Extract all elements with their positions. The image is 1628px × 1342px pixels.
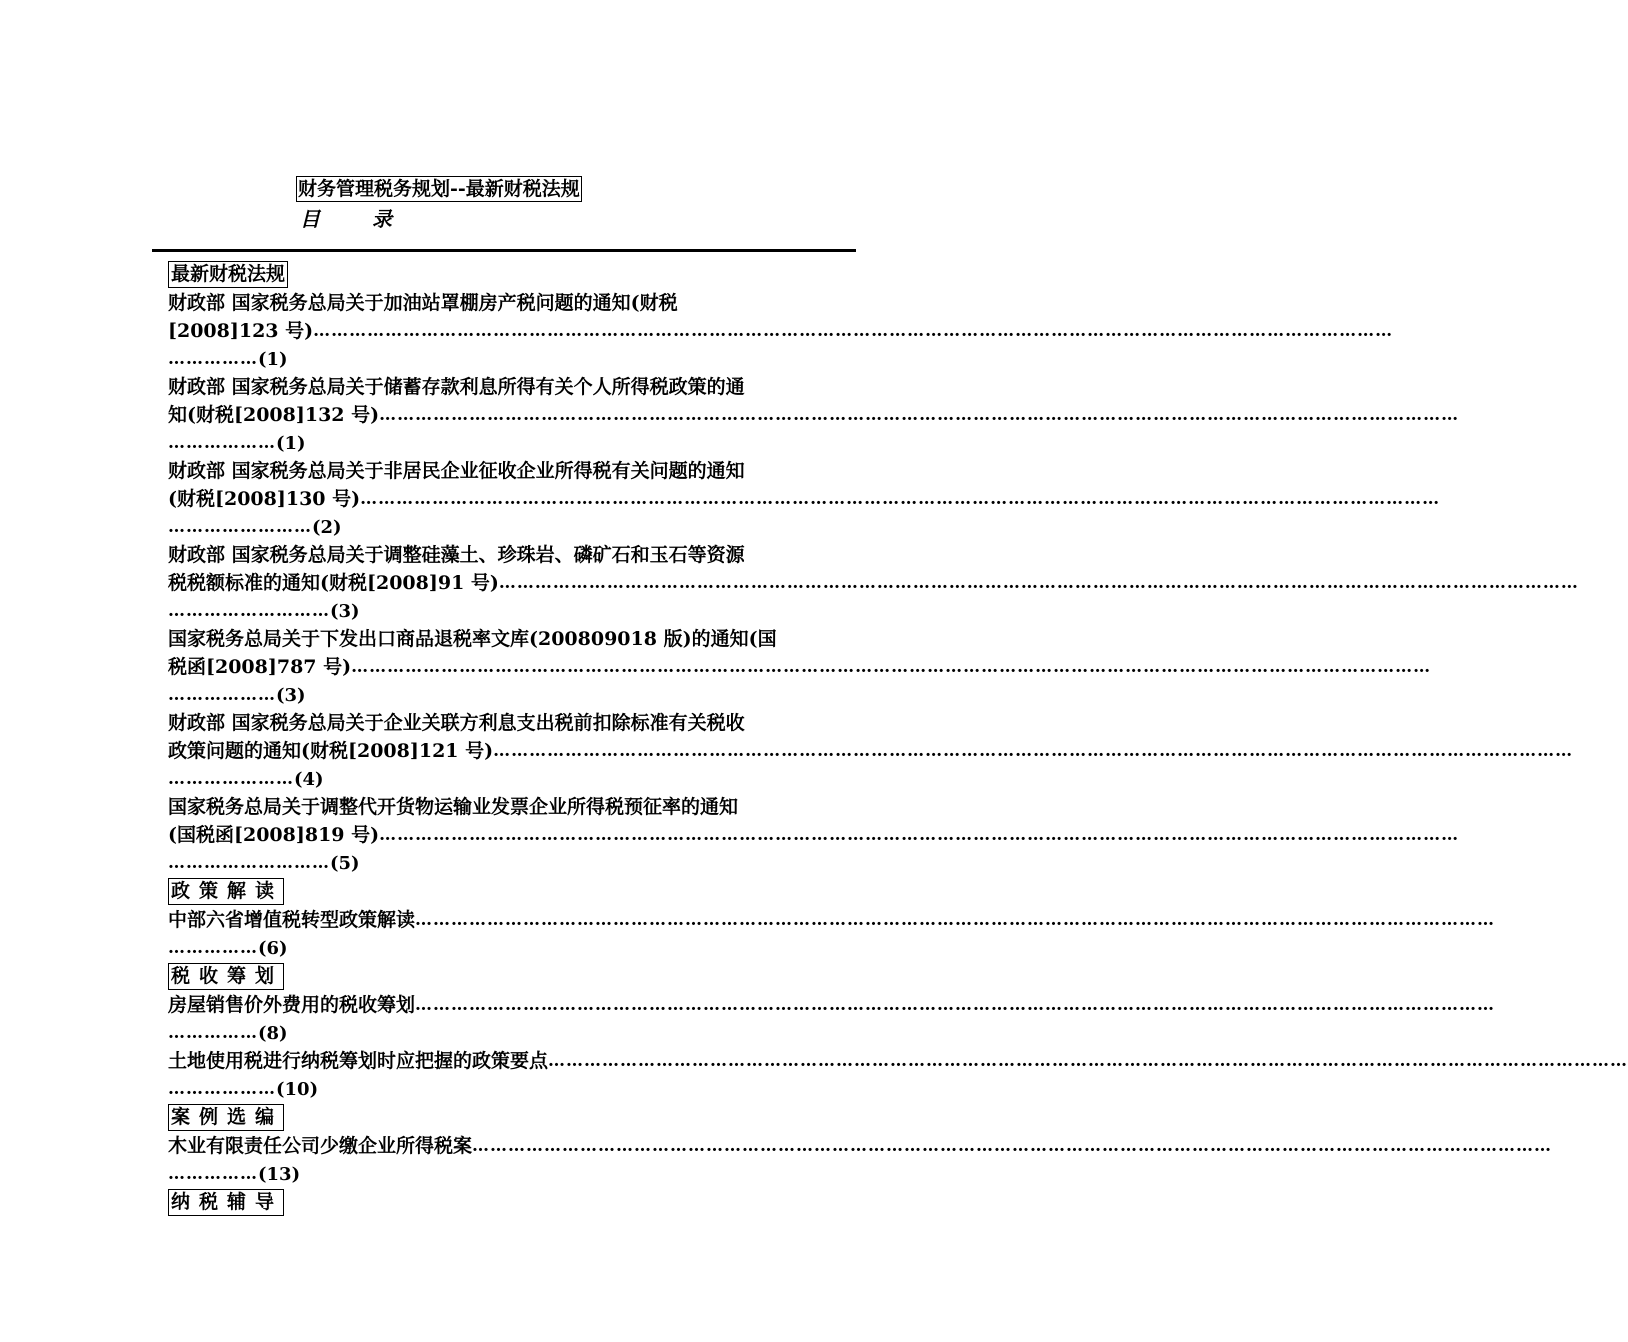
entry-title-line: 财政部 国家税务总局关于储蓄存款利息所得有关个人所得税政策的通: [168, 376, 745, 398]
section-heading: 政策解读: [168, 878, 284, 905]
entry-title-line: [168, 1047, 1628, 1075]
toc-heading: [300, 206, 392, 232]
dot-leader: ………………………………………………………………………………………………………………………………………………………………: [498, 573, 1579, 593]
dot-leader: ………………………………………………………………………………………………………………………………………………………………: [548, 1051, 1628, 1071]
entry-page-line: [168, 597, 844, 625]
entry-text: 房屋销售价外费用的税收筹划: [168, 994, 416, 1016]
section-heading: 税收筹划: [168, 963, 284, 990]
dot-leader: ………………………………………………………………………………………………………………………………………………………………: [351, 657, 1432, 677]
heading-rule: [152, 249, 856, 252]
toc-heading-right: 录: [372, 207, 392, 231]
entry-page-line: [168, 1019, 844, 1047]
toc-entry[interactable]: [168, 373, 1460, 457]
entry-text: 土地使用税进行纳税筹划时应把握的政策要点: [168, 1050, 549, 1072]
entry-title-line: 财政部 国家税务总局关于企业关联方利息支出税前扣除标准有关税收: [168, 712, 745, 734]
dot-leader: ………………………: [168, 601, 330, 621]
entry-text: 税函[2008]787 号): [168, 656, 352, 678]
dot-leader: ………………………………………………………………………………………………………………………………………………………………: [379, 825, 1460, 845]
entry-title-line: 财政部 国家税务总局关于调整硅藻土、珍珠岩、磷矿石和玉石等资源: [168, 544, 745, 566]
dot-leader: ……………: [168, 1164, 258, 1184]
dot-leader: ………………………………………………………………………………………………………………………………………………………………: [415, 995, 1496, 1015]
entry-title-line: 财政部 国家税务总局关于加油站罩棚房产税问题的通知(财税: [168, 292, 678, 314]
entry-title-line: [168, 401, 1460, 429]
entry-text: 政策问题的通知(财税[2008]121 号): [168, 740, 494, 762]
page-number: (10): [276, 1079, 319, 1100]
entry-title-line: [168, 991, 1496, 1019]
toc-entry[interactable]: [168, 709, 1574, 793]
entry-page-line: [168, 345, 844, 373]
entry-title-line: [168, 653, 1432, 681]
entry-text: 中部六省增值税转型政策解读: [168, 909, 416, 931]
dot-leader: ………………………………………………………………………………………………………………………………………………………………: [493, 741, 1574, 761]
dot-leader: ……………: [168, 938, 258, 958]
toc-entry[interactable]: [168, 906, 1496, 962]
entry-text: (财税[2008]130 号): [168, 488, 361, 510]
dot-leader: ………………: [168, 685, 276, 705]
entry-page-line: [168, 849, 844, 877]
entry-page-line: [168, 765, 844, 793]
dot-leader: ………………………………………………………………………………………………………………………………………………………………: [313, 321, 1394, 341]
toc-entry[interactable]: [168, 991, 1496, 1047]
entry-title-line: 财政部 国家税务总局关于非居民企业征收企业所得税有关问题的通知: [168, 460, 745, 482]
dot-leader: ………………………………………………………………………………………………………………………………………………………………: [472, 1136, 1553, 1156]
page-number: (5): [330, 853, 360, 874]
dot-leader: ………………………………………………………………………………………………………………………………………………………………: [415, 910, 1496, 930]
entry-title-line: [168, 906, 1496, 934]
entry-page-line: [168, 429, 844, 457]
entry-text: (国税函[2008]819 号): [168, 824, 380, 846]
dot-leader: ………………: [168, 1079, 276, 1099]
toc-entry[interactable]: [168, 625, 1432, 709]
entry-title-line: [168, 1132, 1553, 1160]
entry-text: 知(财税[2008]132 号): [168, 404, 380, 426]
page-number: (4): [294, 769, 324, 790]
toc-heading-left: 目: [300, 207, 320, 231]
dot-leader: ……………: [168, 1023, 258, 1043]
section-heading: 案例选编: [168, 1104, 284, 1131]
entry-text: [2008]123 号): [168, 320, 314, 342]
dot-leader: ………………………: [168, 853, 330, 873]
toc-entry[interactable]: [168, 289, 1394, 373]
page-number: (1): [258, 349, 288, 370]
section-heading: 纳税辅导: [168, 1189, 284, 1216]
entry-title-line: [168, 737, 1574, 765]
dot-leader: ………………: [168, 433, 276, 453]
entry-text: 木业有限责任公司少缴企业所得税案: [168, 1135, 473, 1157]
toc-entry[interactable]: [168, 1047, 1628, 1103]
entry-title-line: [168, 485, 1441, 513]
dot-leader: ………………………………………………………………………………………………………………………………………………………………: [379, 405, 1460, 425]
entry-page-line: [168, 1075, 844, 1103]
toc-entry[interactable]: [168, 793, 1460, 877]
page-number: (3): [276, 685, 306, 706]
page-number: (1): [276, 433, 306, 454]
document-title: 财务管理税务规划--最新财税法规: [298, 178, 580, 200]
entry-page-line: [168, 934, 844, 962]
page-number: (2): [312, 517, 342, 538]
table-of-contents: [168, 260, 1628, 1217]
page-number: (13): [258, 1164, 301, 1185]
page-number: (8): [258, 1023, 288, 1044]
dot-leader: ……………: [168, 349, 258, 369]
entry-title-line: 国家税务总局关于下发出口商品退税率文库(200809018 版)的通知(国: [168, 628, 777, 650]
page-number: (6): [258, 938, 288, 959]
toc-entry[interactable]: [168, 457, 1441, 541]
entry-page-line: [168, 1160, 844, 1188]
page-number: (3): [330, 601, 360, 622]
section-heading: 最新财税法规: [168, 261, 288, 288]
entry-text: 税税额标准的通知(财税[2008]91 号): [168, 572, 499, 594]
dot-leader: ………………………………………………………………………………………………………………………………………………………………: [360, 489, 1441, 509]
entry-page-line: [168, 681, 844, 709]
toc-entry[interactable]: [168, 1132, 1553, 1188]
entry-title-line: [168, 317, 1394, 345]
entry-title-line: [168, 821, 1460, 849]
toc-entry[interactable]: [168, 541, 1579, 625]
entry-title-line: 国家税务总局关于调整代开货物运输业发票企业所得税预征率的通知: [168, 796, 739, 818]
entry-page-line: [168, 513, 844, 541]
dot-leader: ……………………: [168, 517, 312, 537]
entry-title-line: [168, 569, 1579, 597]
dot-leader: …………………: [168, 769, 294, 789]
